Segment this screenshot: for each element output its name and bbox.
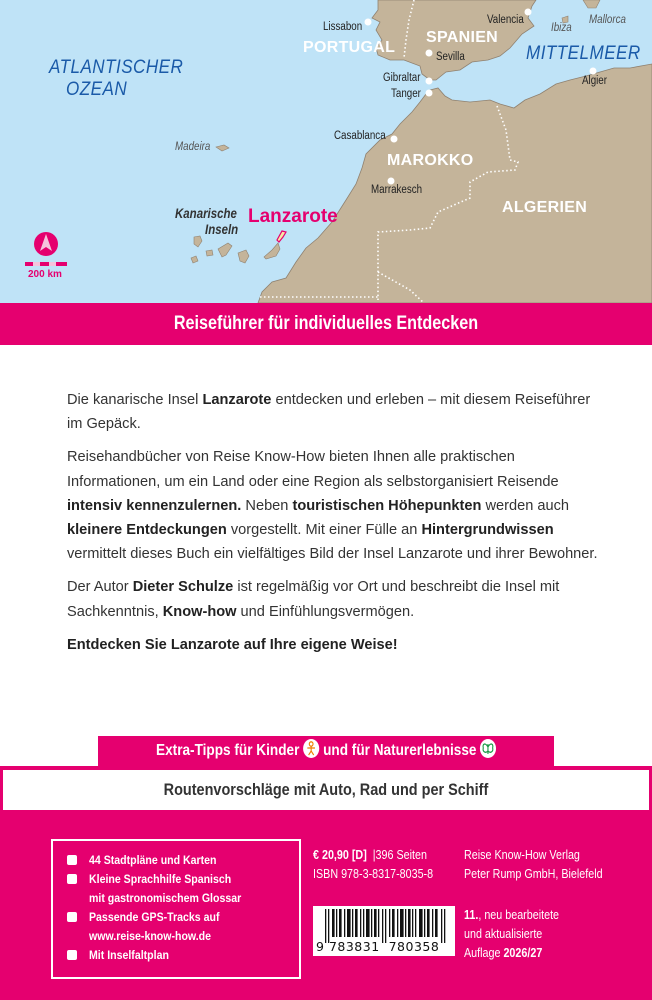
compass-north-icon: [34, 233, 58, 257]
edition-info: 11., neu bearbeitete und aktualisierte Auflage 2026/27: [464, 908, 560, 960]
city-label-sevilla: Sevilla: [436, 51, 465, 63]
map: [0, 0, 652, 303]
edition-number: 11.: [464, 908, 479, 922]
city-label-gibraltar: Gibraltar: [383, 72, 421, 84]
isbn: ISBN 978-3-8317-8035-8: [313, 867, 434, 881]
tagline-text: Reiseführer für individuelles Entdecken: [173, 313, 479, 334]
bullet-icon: [67, 950, 77, 960]
description-paragraph-2: Reisehandbücher von Reise Know-How bieten Ihnen alle praktischen Informationen, um ein Land oder eine Region als selbstorganisiert Reisende intensiv kennenzulernen. Neben touristischen Höhepunkten werden auch kleinere Entdeckungen vorgestellt. Mit einer Fülle an Hintergrundwissen vermittelt dieses Buch ein vielfältiges Bild der Insel Lanzarote und ihrer Bewohner.: [67, 449, 598, 563]
route-banner: [3, 770, 649, 810]
price-info: [313, 846, 453, 884]
feature-item: Mit Inselfaltplan: [67, 946, 299, 965]
price: € 20,90 [D]: [313, 848, 367, 862]
city-label-valencia: Valencia: [487, 14, 524, 26]
butterfly-icon: [480, 739, 496, 758]
barcode-bars: [321, 909, 449, 943]
city-label-lissabon: Lissabon: [323, 21, 363, 33]
country-label-portugal: PORTUGAL: [303, 39, 396, 56]
island-label-madeira: Madeira: [175, 141, 211, 153]
features-box: [51, 839, 301, 979]
barcode-digits: 9 783831 780358: [316, 939, 440, 954]
route-banner-text: Routenvorschläge mit Auto, Rad und per Schiff: [163, 780, 489, 799]
scale-label: 200 km: [28, 269, 62, 280]
publisher-address: Peter Rump GmbH, Bielefeld: [464, 867, 603, 881]
bullet-icon: [67, 855, 77, 865]
feature-item: Kleine Sprachhilfe Spanisch mit gastronomischem Glossar: [67, 870, 299, 908]
city-label-algier: Algier: [582, 75, 607, 87]
sea-label-mediterranean: MITTELMEER: [526, 43, 641, 64]
publisher-name: Reise Know-How Verlag: [464, 848, 580, 862]
country-label-morocco: MAROKKO: [387, 152, 474, 169]
city-label-casablanca: Casablanca: [334, 130, 386, 142]
city-label-tanger: Tanger: [391, 88, 421, 100]
description-paragraph-1: Die kanarische Insel Lanzarote entdecken und erleben – mit diesem Reiseführer im Gepäck.: [67, 392, 591, 433]
description-closing: Entdecken Sie Lanzarote auf Ihre eigene Weise!: [67, 636, 398, 653]
feature-item: 44 Stadtpläne und Karten: [67, 851, 299, 870]
island-label-ibiza: Ibiza: [551, 22, 572, 34]
page-count: 396 Seiten: [375, 848, 427, 862]
feature-item: Passende GPS-Tracks auf www.reise-know-how.de: [67, 908, 299, 946]
sea-label-atlantic: ATLANTISCHER: [49, 57, 184, 78]
publisher-info: [464, 846, 625, 884]
island-label-mallorca: Mallorca: [589, 14, 626, 26]
tips-kids-text: Extra-Tipps für Kinder: [155, 742, 300, 759]
bullet-icon: [67, 874, 77, 884]
description: [67, 388, 607, 666]
description-paragraph-3: Der Autor Dieter Schulze ist regelmäßig vor Ort und beschreibt die Insel mit Sachkenntnis, Know-how und Einfühlungsvermögen.: [67, 579, 560, 620]
tagline-banner: [0, 303, 652, 345]
island-label-canary: Kanarische: [175, 205, 237, 221]
features-list: [53, 841, 299, 965]
tips-nature-text: und für Naturerlebnisse: [322, 742, 477, 759]
edition-year: 2026/27: [503, 946, 543, 960]
sea-label-atlantic-2: OZEAN: [66, 79, 128, 100]
island-label-lanzarote: Lanzarote: [248, 206, 338, 227]
extra-tips-tab: [98, 736, 554, 766]
city-label-marrakesch: Marrakesch: [371, 184, 423, 196]
island-label-canary-2: Inseln: [205, 221, 239, 237]
barcode: [313, 906, 455, 956]
separator: |: [372, 848, 376, 862]
country-label-spain: SPANIEN: [426, 29, 499, 46]
country-label-algeria: ALGERIEN: [502, 199, 588, 216]
bullet-icon: [67, 912, 77, 922]
child-icon: [303, 739, 319, 758]
